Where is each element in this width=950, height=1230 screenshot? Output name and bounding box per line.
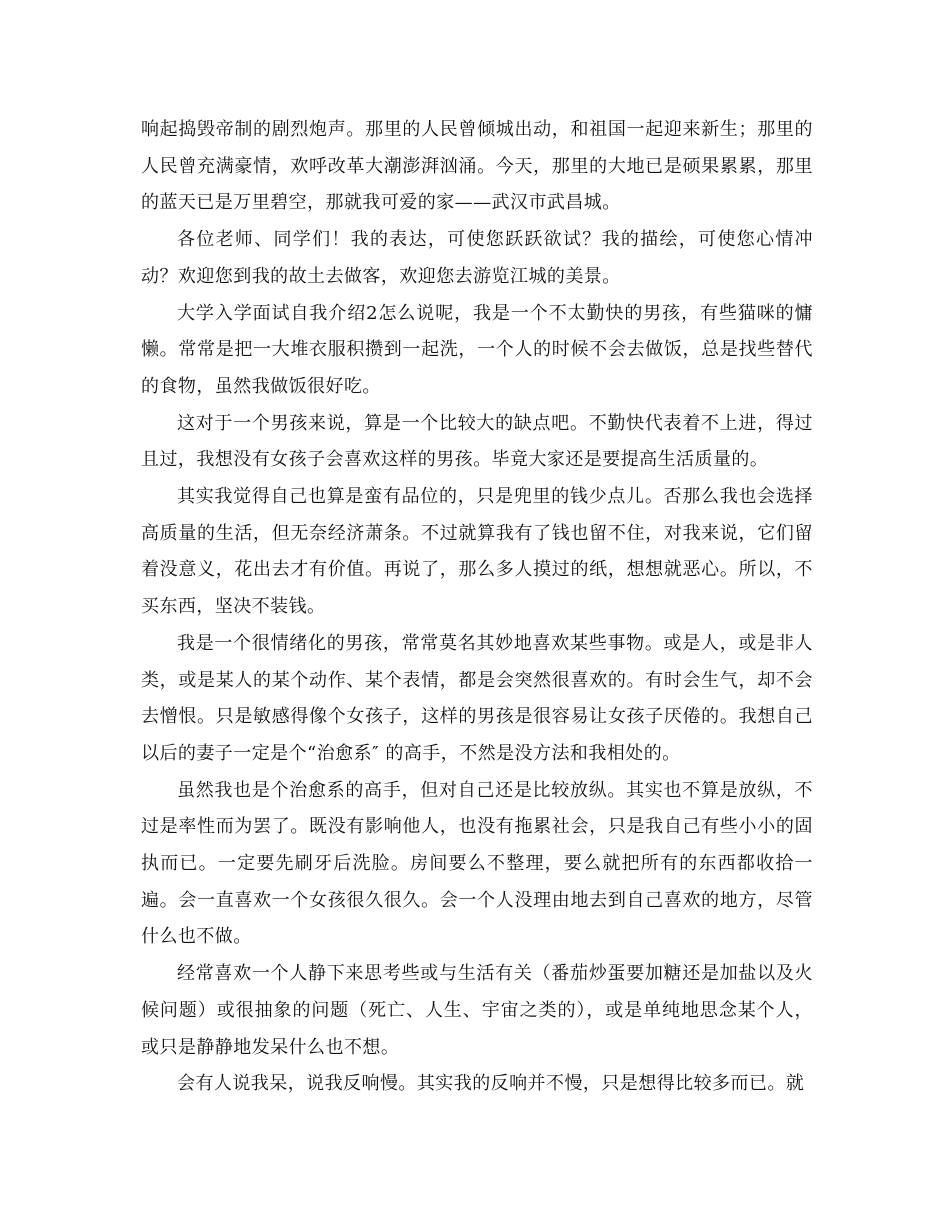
paragraph-1: 响起捣毁帝制的剧烈炮声。那里的人民曾倾城出动，和祖国一起迎来新生；那里的人民曾充满豪情，欢呼改革大潮澎湃汹涌。今天，那里的大地已是硕果累累，那里的蓝天已是万里碧空，那就我可爱的家——武汉市武昌城。: [141, 119, 813, 214]
paragraph-8: 经常喜欢一个人静下来思考些或与生活有关（番茄炒蛋要加糖还是加盐以及火候问题）或很抽象的问题（死亡、人生、宇宙之类的），或是单纯地思念某个人，或只是静静地发呆什么也不想。: [141, 963, 813, 1058]
paragraph-2: 各位老师、同学们！我的表达，可使您跃跃欲试？我的描绘，可使您心情冲动？欢迎您到我的故土去做客，欢迎您去游览江城的美景。: [141, 229, 813, 287]
paragraph-6: 我是一个很情绪化的男孩，常常莫名其妙地喜欢某些事物。或是人，或是非人类，或是某人的某个动作、某个表情，都是会突然很喜欢的。有时会生气，却不会去憎恨。只是敏感得像个女孩子，这样的男孩是很容易让女孩子厌倦的。我想自己以后的妻子一定是个“治愈系″ 的高手，不然是没方法和我相处的。: [141, 632, 813, 764]
paragraph-9: 会有人说我呆，说我反响慢。其实我的反响并不慢，只是想得比较多而已。就: [177, 1073, 805, 1095]
paragraph-5: 其实我觉得自己也算是蛮有品位的，只是兜里的钱少点儿。否那么我也会选择高质量的生活，但无奈经济萧条。不过就算我有了钱也留不住，对我来说，它们留着没意义，花出去才有价值。再说了，那么多人摸过的纸，想想就恶心。所以，不买东西，坚决不装钱。: [141, 486, 813, 618]
paragraph-4: 这对于一个男孩来说，算是一个比较大的缺点吧。不勤快代表着不上进，得过且过，我想没有女孩子会喜欢这样的男孩。毕竟大家还是要提高生活质量的。: [141, 412, 813, 471]
document-body: [141, 112, 813, 1103]
paragraph-7: 虽然我也是个治愈系的高手，但对自己还是比较放纵。其实也不算是放纵，不过是率性而为罢了。既没有影响他人，也没有拖累社会，只是我自己有些小小的固执而已。一定要先刷牙后洗脸。房间要么不整理，要么就把所有的东西都收拾一遍。会一直喜欢一个女孩很久很久。会一个人没理由地去到自己喜欢的地方，尽管什么也不做。: [141, 779, 813, 948]
paragraph-3: 大学入学面试自我介绍2怎么说呢，我是一个不太勤快的男孩，有些猫咪的慵懒。常常是把一大堆衣服积攒到一起洗，一个人的时候不会去做饭，总是找些替代的食物，虽然我做饭很好吃。: [141, 302, 813, 397]
